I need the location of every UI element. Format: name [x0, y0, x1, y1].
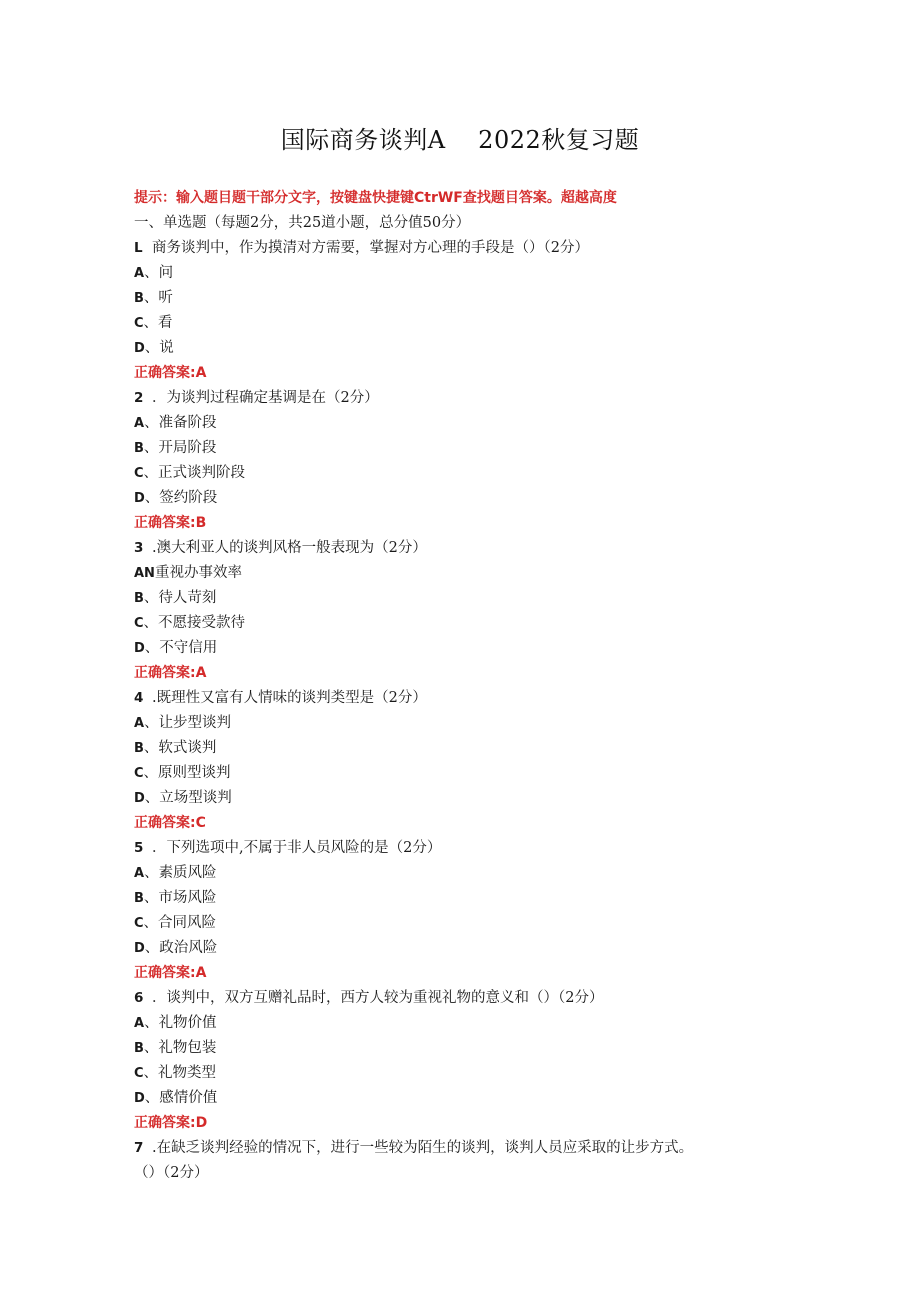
- question-2: [134, 386, 774, 411]
- option-separator: 、: [143, 465, 159, 481]
- option-label: D: [134, 641, 145, 656]
- option-4-3: [134, 761, 774, 786]
- option-text: 素质风险: [158, 865, 217, 881]
- option-6-1: [134, 1011, 774, 1036]
- question-text: ．为谈判过程确定基调是在（2分）: [152, 390, 379, 406]
- option-2-3: [134, 461, 774, 486]
- correct-answer: 正确答案:C: [134, 815, 206, 831]
- option-label: B: [134, 891, 144, 906]
- option-text: 立场型谈判: [159, 790, 232, 806]
- option-separator: 、: [143, 315, 159, 331]
- option-2-1: [134, 411, 774, 436]
- option-label: C: [134, 1066, 144, 1081]
- question-text: .澳大利亚人的谈判风格一般表现为（2分）: [152, 540, 427, 556]
- option-5-3: [134, 911, 774, 936]
- option-text: 不守信用: [159, 640, 218, 656]
- option-text: 问: [158, 265, 174, 281]
- option-text: 签约阶段: [159, 490, 218, 506]
- correct-answer: 正确答案:D: [134, 1115, 208, 1131]
- option-separator: 、: [143, 765, 159, 781]
- option-label: D: [134, 1091, 145, 1106]
- question-number: L: [134, 240, 143, 256]
- option-3-2: [134, 586, 774, 611]
- question-5: [134, 836, 774, 861]
- option-label: B: [134, 1041, 144, 1056]
- option-label: A: [134, 416, 145, 431]
- question-text: ．谈判中，双方互赠礼品时，西方人较为重视礼物的意义和（）（2分）: [152, 990, 604, 1006]
- option-text: 准备阶段: [158, 415, 217, 431]
- question-number: 7: [134, 1140, 144, 1156]
- option-text: 感情价值: [159, 1090, 218, 1106]
- tip-text: 提示：输入题目题干部分文字，按键盘快捷键CtrWF查找题目答案。超越高度: [134, 190, 617, 206]
- option-5-1: [134, 861, 774, 886]
- option-text: 软式谈判: [158, 740, 217, 756]
- option-separator: 、: [143, 290, 159, 306]
- option-1-4: [134, 336, 774, 361]
- option-label: B: [134, 591, 144, 606]
- question-text-continued: （）（2分）: [134, 1165, 209, 1181]
- option-text: 让步型谈判: [158, 715, 232, 731]
- option-text: 听: [158, 290, 173, 306]
- question-number: 3: [134, 540, 144, 556]
- option-separator: 、: [144, 1015, 159, 1031]
- question-list: [134, 236, 774, 1136]
- question-3: [134, 536, 774, 561]
- option-label: C: [134, 766, 144, 781]
- option-6-3: [134, 1061, 774, 1086]
- option-separator: 、: [144, 1090, 160, 1106]
- option-1-2: [134, 286, 774, 311]
- option-separator: 、: [144, 940, 160, 956]
- question-7: [134, 1136, 774, 1161]
- question-text: .在缺乏谈判经验的情况下，进行一些较为陌生的谈判，谈判人员应采取的让步方式。: [152, 1140, 694, 1156]
- section-heading: 一、单选题（每题2分，共25道小题，总分值50分）: [134, 215, 471, 231]
- option-3-1: [134, 561, 774, 586]
- option-1-1: [134, 261, 774, 286]
- correct-answer: 正确答案:A: [134, 365, 207, 381]
- option-separator: 、: [144, 415, 159, 431]
- option-separator: 、: [144, 865, 159, 881]
- question-text: ．下列选项中,不属于非人员风险的是（2分）: [152, 840, 442, 856]
- option-text: 说: [159, 340, 174, 356]
- option-text: 政治风险: [159, 940, 218, 956]
- option-6-4: [134, 1086, 774, 1111]
- question-number: 5: [134, 840, 144, 856]
- option-separator: 、: [143, 890, 159, 906]
- option-text: 礼物包装: [158, 1040, 217, 1056]
- option-text: 礼物价值: [158, 1015, 217, 1031]
- option-label: B: [134, 741, 144, 756]
- option-separator: 、: [143, 615, 159, 631]
- option-separator: 、: [143, 1040, 159, 1056]
- question-1: [134, 236, 774, 261]
- option-label: D: [134, 491, 145, 506]
- option-4-2: [134, 736, 774, 761]
- option-4-4: [134, 786, 774, 811]
- option-separator: 、: [143, 915, 159, 931]
- option-text: 看: [158, 315, 173, 331]
- option-label: D: [134, 791, 145, 806]
- question-number: 2: [134, 390, 144, 406]
- option-5-2: [134, 886, 774, 911]
- option-text: 正式谈判阶段: [158, 465, 246, 481]
- option-separator: 、: [144, 265, 159, 281]
- option-text: 市场风险: [158, 890, 217, 906]
- option-separator: 、: [144, 640, 160, 656]
- option-text: 开局阶段: [158, 440, 217, 456]
- option-label: A: [134, 866, 145, 881]
- option-separator: 、: [144, 715, 159, 731]
- document-title: 国际商务谈判A 2022秋复习题: [280, 126, 640, 154]
- option-label: C: [134, 916, 144, 931]
- option-separator: 、: [143, 590, 159, 606]
- question-6: [134, 986, 774, 1011]
- option-label: A: [134, 716, 145, 731]
- option-text: 重视办事效率: [154, 565, 242, 581]
- option-separator: 、: [143, 440, 159, 456]
- option-separator: 、: [143, 740, 159, 756]
- correct-answer: 正确答案:A: [134, 665, 207, 681]
- correct-answer: 正确答案:A: [134, 965, 207, 981]
- option-text: 不愿接受款待: [158, 615, 246, 631]
- option-6-2: [134, 1036, 774, 1061]
- option-2-4: [134, 486, 774, 511]
- option-3-4: [134, 636, 774, 661]
- question-number: 4: [134, 690, 144, 706]
- question-4: [134, 686, 774, 711]
- option-separator: 、: [144, 340, 160, 356]
- option-label: C: [134, 466, 144, 481]
- question-number: 6: [134, 990, 144, 1006]
- option-text: 合同风险: [158, 915, 217, 931]
- option-label: D: [134, 341, 145, 356]
- correct-answer: 正确答案:B: [134, 515, 207, 531]
- question-text: 商务谈判中，作为摸清对方需要，掌握对方心理的手段是（）（2分）: [152, 240, 589, 256]
- option-4-1: [134, 711, 774, 736]
- option-label: C: [134, 616, 144, 631]
- option-label: B: [134, 441, 144, 456]
- option-2-2: [134, 436, 774, 461]
- option-text: 礼物类型: [158, 1065, 217, 1081]
- option-label: A: [134, 266, 145, 281]
- option-1-3: [134, 311, 774, 336]
- question-text: .既理性又富有人情味的谈判类型是（2分）: [152, 690, 427, 706]
- option-separator: 、: [144, 790, 160, 806]
- option-label: B: [134, 291, 144, 306]
- option-text: 原则型谈判: [158, 765, 231, 781]
- option-5-4: [134, 936, 774, 961]
- option-label: AN: [134, 566, 155, 581]
- option-text: 待人苛刻: [158, 590, 217, 606]
- option-label: C: [134, 316, 144, 331]
- option-separator: 、: [143, 1065, 159, 1081]
- option-label: A: [134, 1016, 145, 1031]
- option-separator: 、: [144, 490, 160, 506]
- option-3-3: [134, 611, 774, 636]
- document-content: [134, 186, 774, 1186]
- question-7-continued: [134, 1161, 774, 1186]
- option-label: D: [134, 941, 145, 956]
